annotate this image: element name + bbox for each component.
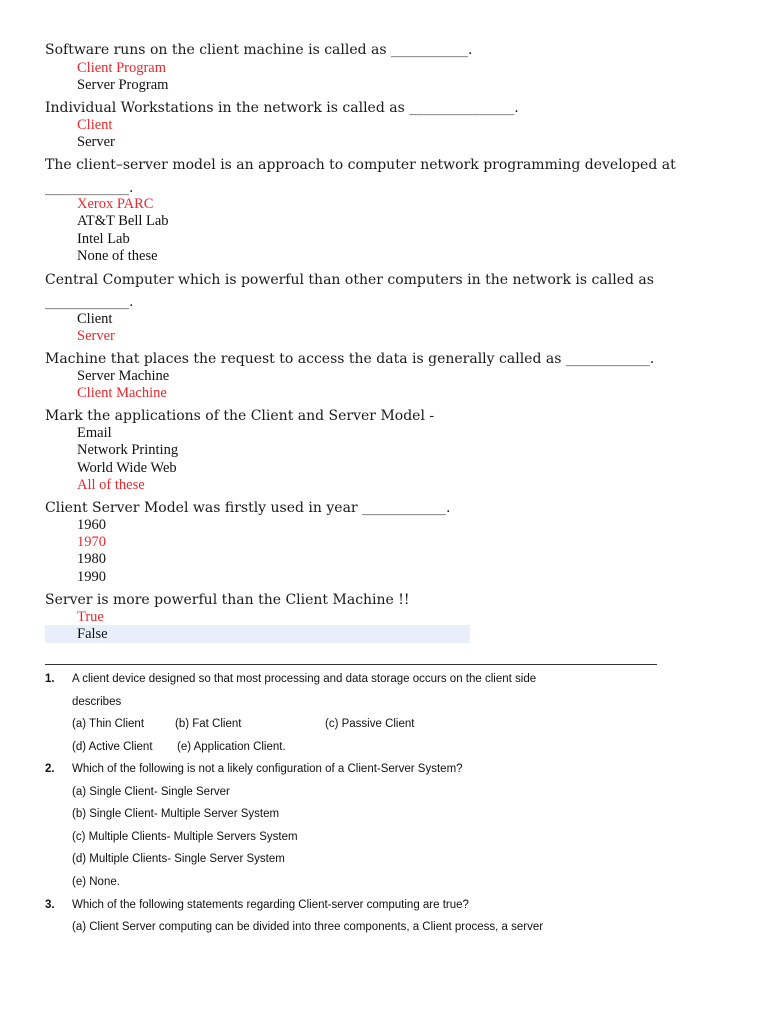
question-1: Software runs on the client machine is called as ___________. [45,42,473,58]
option-att-bell-lab: AT&T Bell Lab [77,213,169,229]
option-client: Client [77,117,113,133]
mcq-2-option-e: (e) None. [72,876,120,888]
mcq-1-option-a: (a) Thin Client [72,718,145,730]
section-divider [45,664,657,665]
mcq-1-question: A client device designed so that most processing and data storage occurs on the client side [72,673,537,685]
question-2: Individual Workstations in the network is called as _______________. [45,100,519,116]
mcq-2-option-c: (c) Multiple Clients- Multiple Servers System [72,831,298,843]
option-intel-lab: Intel Lab [77,231,130,247]
option-1980: 1980 [77,551,106,567]
option-false: False [77,626,108,642]
mcq-2-question: Which of the following is not a likely configuration of a Client-Server System? [72,763,463,775]
option-server-program: Server Program [77,77,169,93]
mcq-1-option-b: (b) Fat Client [175,718,242,730]
mcq-3-option-a: (a) Client Server computing can be divided into three components, a Client process, a server [72,921,544,933]
option-world-wide-web: World Wide Web [77,460,177,476]
option-none-of-these: None of these [77,248,158,264]
question-3-blank: ____________. [45,180,134,196]
option-server: Server [77,134,115,150]
option-client-machine: Client Machine [77,385,167,401]
question-5: Machine that places the request to access the data is generally called as ____________. [45,351,655,367]
option-1960: 1960 [77,517,106,533]
option-server: Server [77,328,115,344]
mcq-3-number: 3. [45,899,55,911]
mcq-2-number: 2. [45,763,55,775]
option-server-machine: Server Machine [77,368,170,384]
option-true: True [77,609,104,625]
mcq-1-number: 1. [45,673,55,685]
option-client-program: Client Program [77,60,167,76]
mcq-1-option-c: (c) Passive Client [325,718,415,730]
mcq-3-question: Which of the following statements regarding Client-server computing are true? [72,899,469,911]
option-xerox-parc: Xerox PARC [77,196,154,212]
option-all-of-these: All of these [77,477,145,493]
option-1970: 1970 [77,534,106,550]
mcq-2-option-b: (b) Single Client- Multiple Server System [72,808,280,820]
mcq-1-option-d: (d) Active Client [72,741,153,753]
mcq-1-option-e: (e) Application Client. [177,741,286,753]
text-highlight [45,625,470,643]
question-6: Mark the applications of the Client and Server Model - [45,408,435,424]
option-network-printing: Network Printing [77,442,179,458]
question-4-blank: ____________. [45,294,134,310]
mcq-2-option-a: (a) Single Client- Single Server [72,786,230,798]
question-7: Client Server Model was firstly used in year ____________. [45,500,451,516]
mcq-2-option-d: (d) Multiple Clients- Single Server System [72,853,285,865]
question-8: Server is more powerful than the Client Machine !! [45,592,410,608]
question-3: The client–server model is an approach to computer network programming developed at [45,157,676,173]
question-4: Central Computer which is powerful than other computers in the network is called as [45,272,654,288]
option-1990: 1990 [77,569,106,585]
mcq-1-question-cont: describes [72,696,122,708]
option-client: Client [77,311,113,327]
option-email: Email [77,425,112,441]
